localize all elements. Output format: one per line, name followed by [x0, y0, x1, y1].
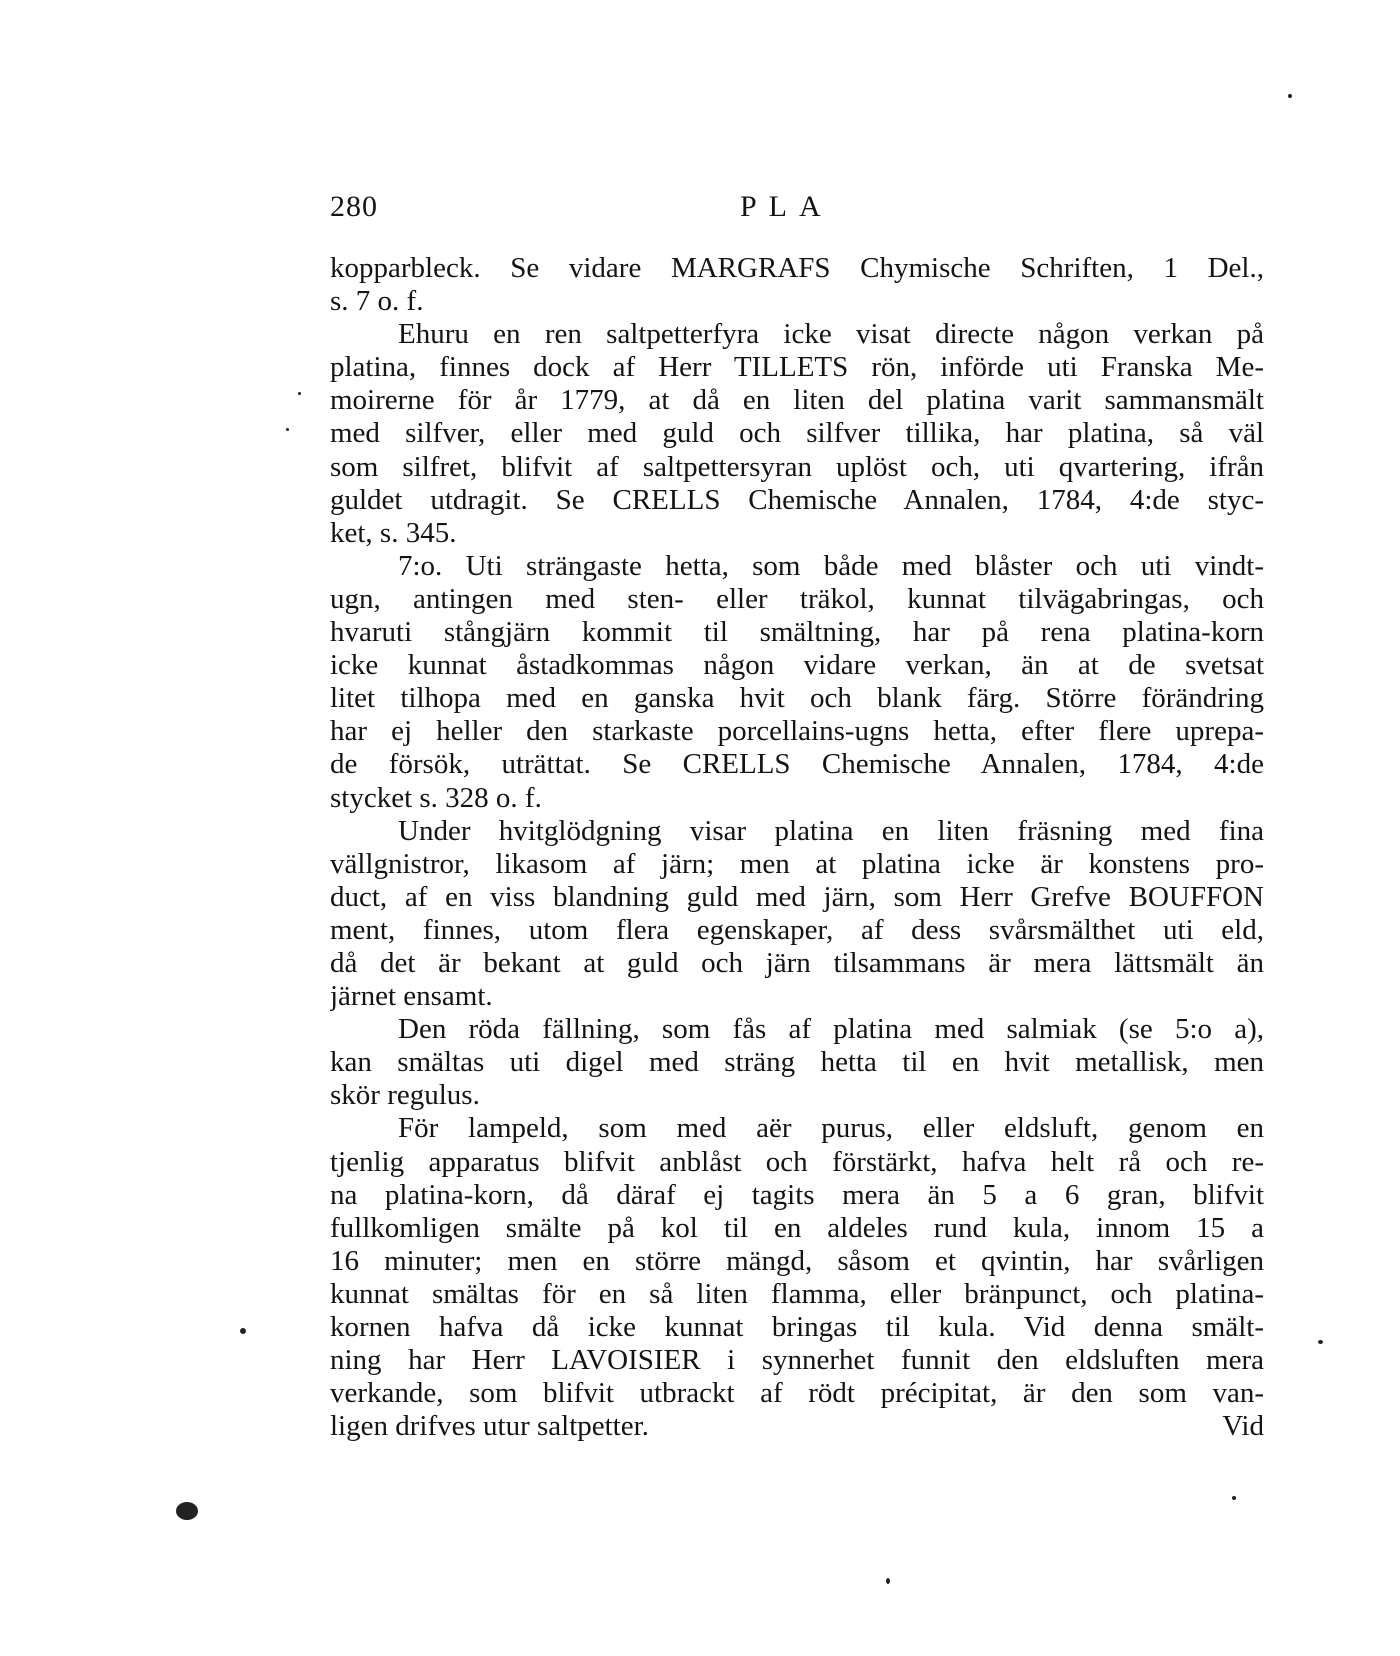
text-line: moirerne för år 1779, at då en liten del platina varit sammansmält	[330, 384, 1264, 417]
scan-speck	[298, 392, 301, 395]
scan-speck	[1318, 1340, 1323, 1344]
text-line: stycket s. 328 o. f.	[330, 781, 542, 814]
text-line: vällgnistror, likasom af järn; men at platina icke är konstens pro-	[330, 847, 1264, 880]
text-line: kunnat smältas för en så liten flamma, eller bränpunct, och platina-	[330, 1277, 1264, 1310]
text-line: kornen hafva då icke kunnat bringas til kula. Vid denna smält-	[330, 1311, 1264, 1343]
text-line: tjenlig apparatus blifvit anblåst och förstärkt, hafva helt rå och re-	[330, 1145, 1264, 1178]
text-line: skör regulus.	[330, 1079, 480, 1112]
text-line: med silfver, eller med guld och silfver tillika, har platina, så väl	[330, 417, 1264, 450]
scan-speck	[240, 1328, 246, 1334]
page-number: 280	[330, 190, 378, 223]
paragraph-first-line: För lampeld, som med aër purus, eller eldsluft, genom en	[398, 1112, 1264, 1145]
text-line: som silfret, blifvit af saltpettersyran uplöst och, uti qvartering, ifrån	[330, 450, 1264, 483]
scan-speck	[286, 428, 289, 431]
text-line: litet tilhopa med en ganska hvit och blank färg. Större förändring	[330, 682, 1264, 715]
text-line: hvaruti stångjärn kommit til smältning, har på rena platina-korn	[330, 616, 1264, 649]
text-line: kan smältas uti digel med sträng hetta til en hvit metallisk, men	[330, 1046, 1264, 1079]
text-line: järnet ensamt.	[330, 980, 493, 1013]
text-line: har ej heller den starkaste porcellains-ugns hetta, efter flere uprepa-	[330, 715, 1264, 748]
text-line: 16 minuter; men en större mängd, såsom et qvintin, har svårligen	[330, 1244, 1264, 1277]
paragraph-first-line: 7:o. Uti strängaste hetta, som både med blåster och uti vindt-	[398, 549, 1264, 582]
running-head: PLA	[740, 190, 833, 223]
text-line: platina, finnes dock af Herr TILLETS rön, införde uti Franska Me-	[330, 351, 1264, 384]
body-text	[330, 252, 1264, 1443]
text-line: fullkomligen smälte på kol til en aldeles rund kula, innom 15 a	[330, 1211, 1264, 1244]
scan-speck	[1288, 94, 1292, 98]
text-line: icke kunnat åstadkommas någon vidare verkan, än at de svetsat	[330, 649, 1264, 682]
text-line: ket, s. 345.	[330, 516, 457, 549]
text-line: då det är bekant at guld och järn tilsammans är mera lättsmält än	[330, 946, 1264, 979]
text-line: kopparbleck. Se vidare MARGRAFS Chymische Schriften, 1 Del.,	[330, 252, 1264, 284]
text-line: na platina-korn, då däraf ej tagits mera än 5 a 6 gran, blifvit	[330, 1178, 1264, 1211]
text-line: ligen drifves utur saltpetter.	[330, 1410, 649, 1443]
text-line: ning har Herr LAVOISIER i synnerhet funnit den eldsluften mera	[330, 1344, 1264, 1377]
text-line: de försök, uträttat. Se CRELLS Chemische Annalen, 1784, 4:de	[330, 748, 1264, 781]
text-line: verkande, som blifvit utbrackt af rödt précipitat, är den som van-	[330, 1377, 1264, 1410]
page-header	[330, 190, 1250, 234]
paragraph-first-line: Ehuru en ren saltpetterfyra icke visat directe någon verkan på	[398, 318, 1264, 351]
paragraph-first-line: Under hvitglödgning visar platina en liten fräsning med fina	[398, 814, 1264, 847]
text-line: duct, af en viss blandning guld med järn, som Herr Grefve BOUFFON	[330, 880, 1264, 913]
text-line: s. 7 o. f.	[330, 285, 424, 318]
text-line: ugn, antingen med sten- eller träkol, kunnat tilvägabringas, och	[330, 582, 1264, 615]
last-line-with-catchword	[330, 1410, 1264, 1443]
scan-speck	[886, 1578, 890, 1584]
text-line: guldet utdragit. Se CRELLS Chemische Annalen, 1784, 4:de styc-	[330, 483, 1264, 516]
scan-speck	[176, 1502, 198, 1520]
text-line: ment, finnes, utom flera egenskaper, af dess svårsmälthet uti eld,	[330, 913, 1264, 946]
paragraph-first-line: Den röda fällning, som fås af platina med salmiak (se 5:o a),	[398, 1013, 1264, 1046]
scan-speck	[1232, 1496, 1236, 1500]
catchword: Vid	[1222, 1410, 1264, 1443]
